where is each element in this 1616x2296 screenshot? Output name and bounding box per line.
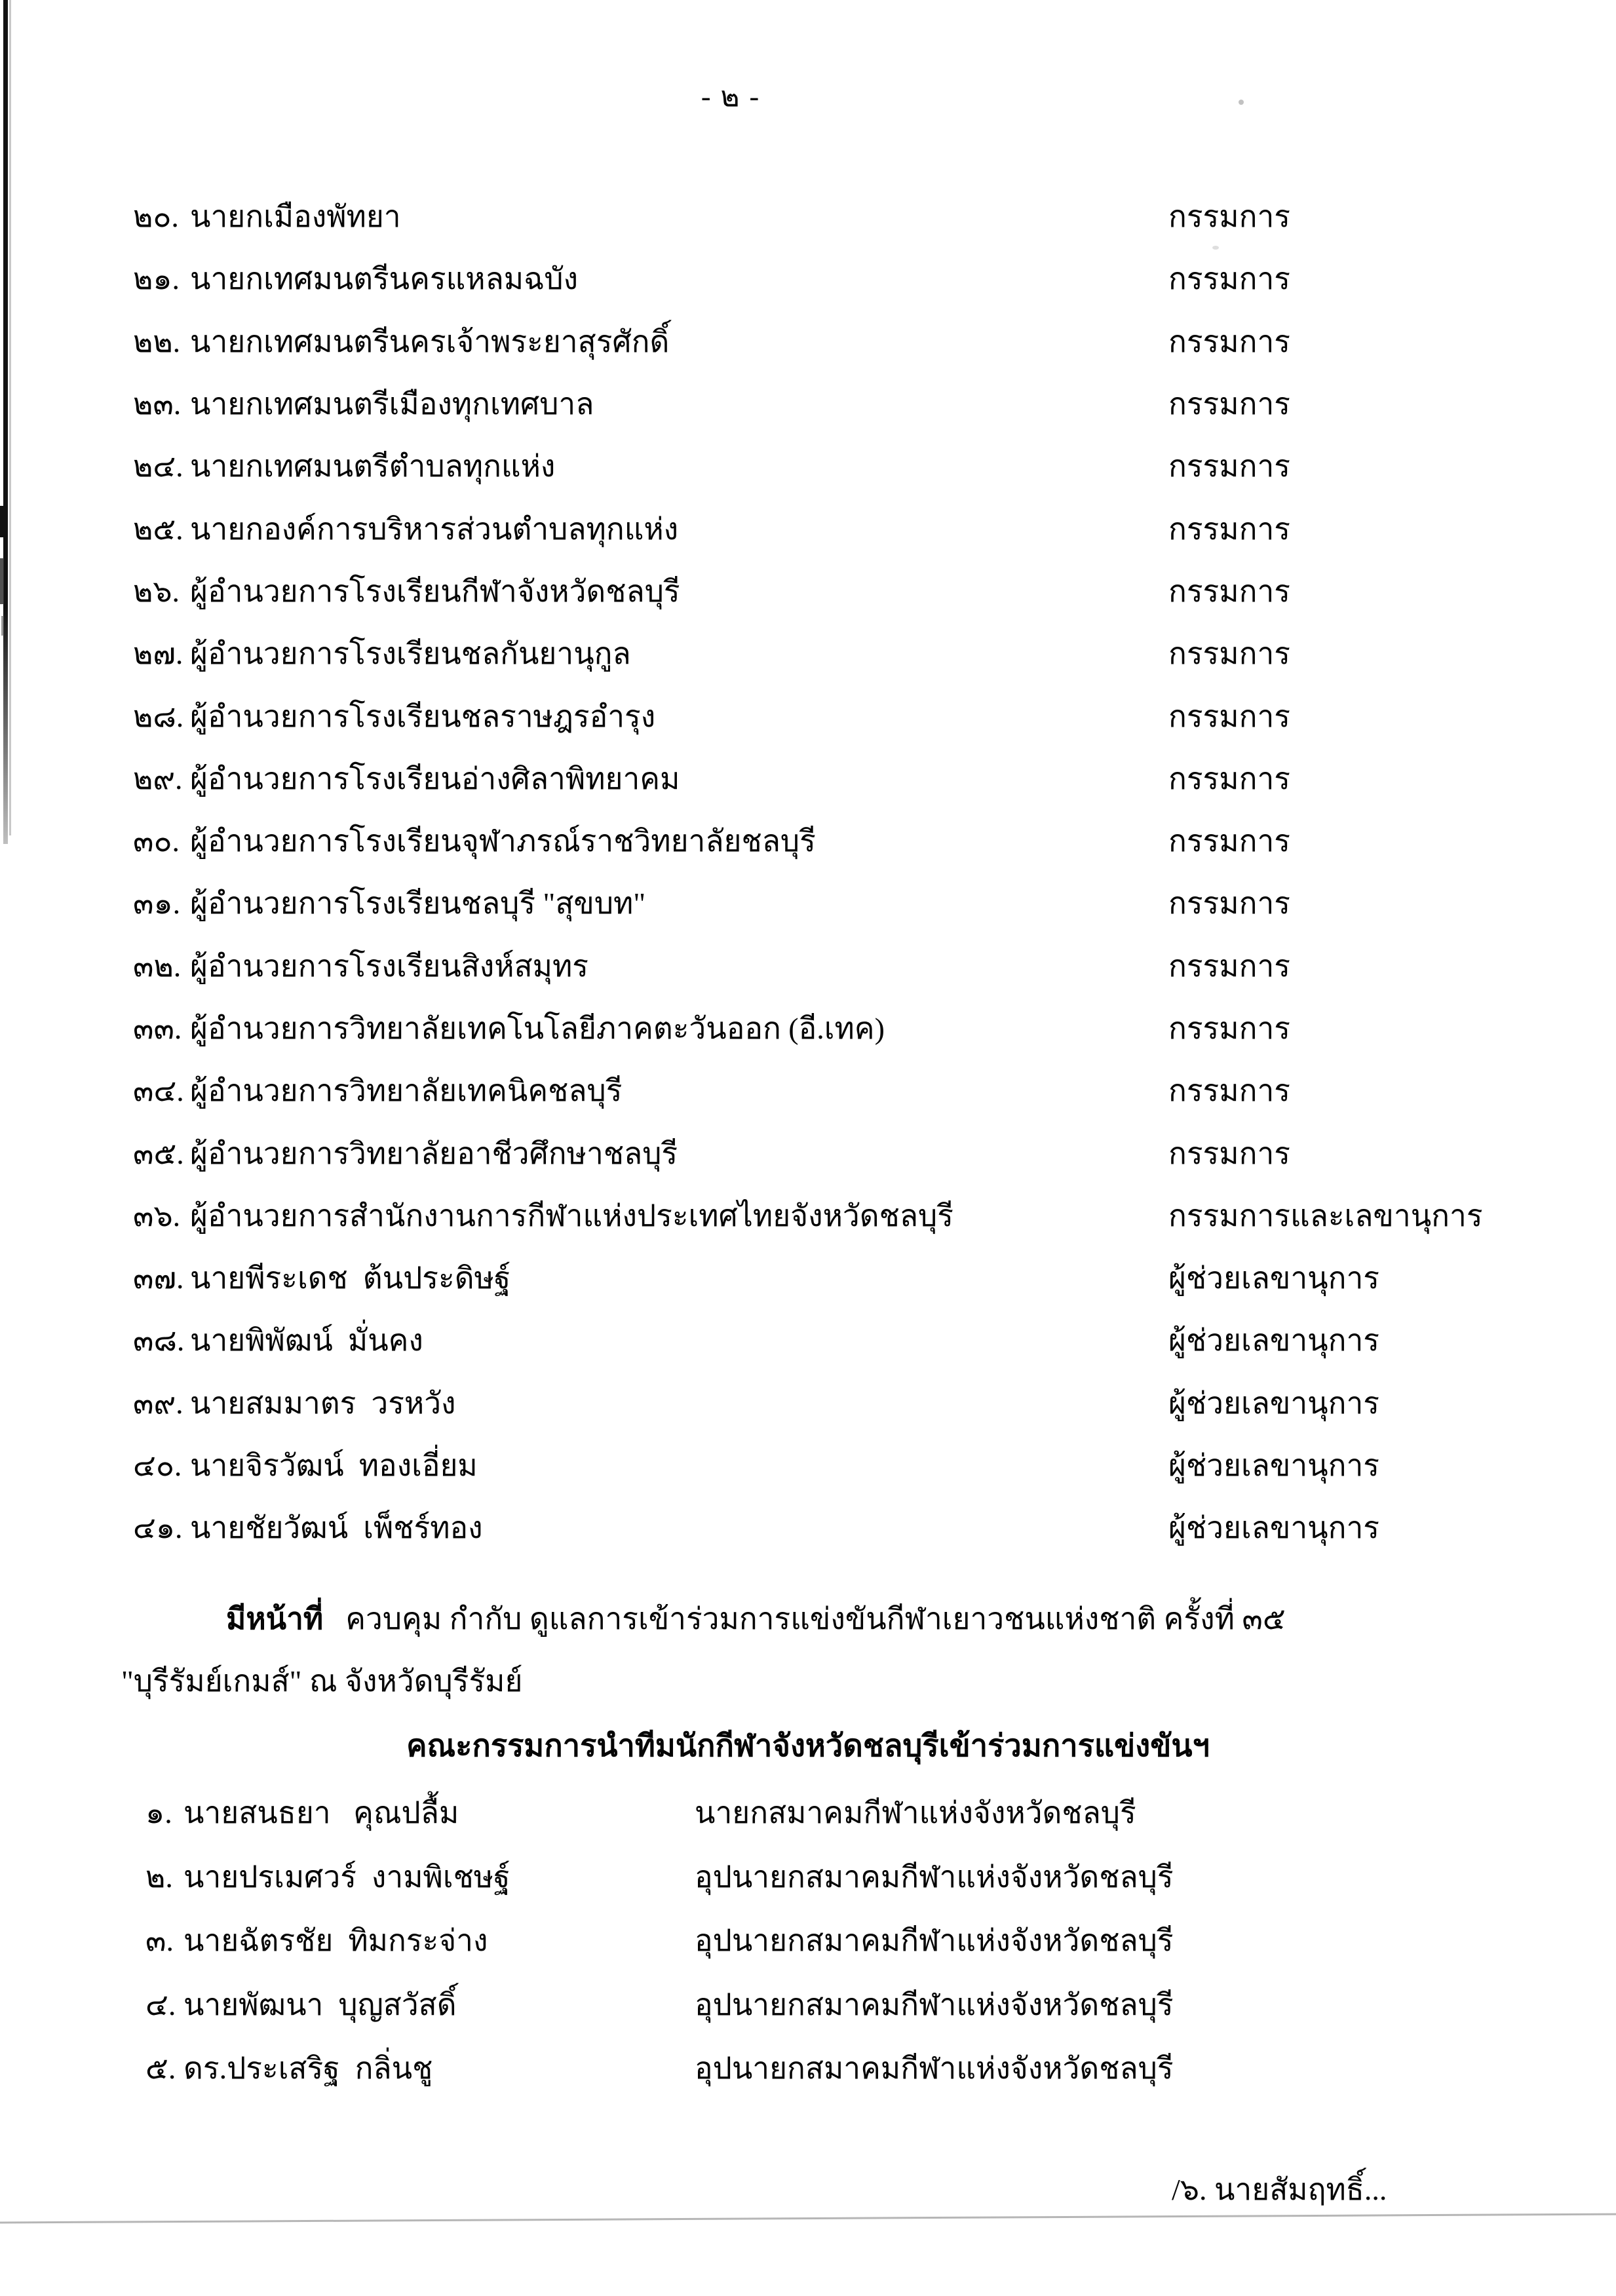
item-role: กรรมการ: [1168, 387, 1290, 421]
continuation-note: /๖. นายสัมฤทธิ์...: [1172, 2172, 1387, 2206]
item-name: ผู้อำนวยการโรงเรียนชลกันยานุกูล: [190, 637, 631, 671]
item-role: ผู้ช่วยเลขานุการ: [1168, 1386, 1379, 1420]
item-role: กรรมการและเลขานุการ: [1168, 1198, 1483, 1233]
item-number: ๒๘.: [133, 699, 184, 733]
item-name: ผู้อำนวยการโรงเรียนชลราษฎรอำรุง: [190, 699, 656, 733]
item-number: ๓๒.: [133, 949, 182, 983]
list-row: [0, 1497, 1616, 1559]
item-role: นายกสมาคมกีฬาแห่งจังหวัดชลบุรี: [695, 1796, 1136, 1830]
list-row: [0, 935, 1616, 997]
list-row: [0, 1372, 1616, 1434]
item-number: ๒๙.: [133, 761, 183, 795]
list-row: [0, 1309, 1616, 1371]
item-number: ๒๒.: [133, 324, 181, 358]
list-row: [0, 685, 1616, 747]
item-name: ดร.ประเสริฐ กลิ่นชู: [183, 2052, 433, 2086]
item-number: ๒๑.: [133, 262, 180, 296]
item-number: ๓๖.: [133, 1198, 181, 1233]
item-name: นายพัฒนา บุญสวัสดิ์: [183, 1987, 457, 2021]
list-row: [0, 1781, 1616, 1845]
item-number: ๒๐.: [133, 200, 179, 234]
item-role: ผู้ช่วยเลขานุการ: [1168, 1261, 1379, 1295]
item-number: ๓๘.: [133, 1324, 185, 1358]
item-role: กรรมการ: [1168, 200, 1290, 234]
list-row: [0, 1845, 1616, 1909]
item-number: ๓๗.: [133, 1261, 184, 1295]
item-name: นายกเทศมนตรีนครแหลมฉบัง: [190, 262, 579, 296]
item-number: ๔.: [145, 1987, 176, 2021]
item-name: นายปรเมศวร์ งามพิเชษฐ์: [183, 1860, 510, 1894]
item-role: อุปนายกสมาคมกีฬาแห่งจังหวัดชลบุรี: [695, 2052, 1174, 2086]
scan-speck: [1239, 100, 1244, 105]
item-role: กรรมการ: [1168, 262, 1290, 296]
item-name: ผู้อำนวยการโรงเรียนสิงห์สมุทร: [190, 949, 589, 983]
page-number: - ๒ -: [701, 81, 761, 113]
list-row: [0, 1185, 1616, 1247]
item-role: กรรมการ: [1168, 824, 1290, 858]
item-role: ผู้ช่วยเลขานุการ: [1168, 1511, 1379, 1545]
item-number: ๒๖.: [133, 574, 180, 608]
item-role: กรรมการ: [1168, 761, 1290, 795]
committee-member-list: [0, 185, 1616, 1559]
list-row: [0, 560, 1616, 622]
item-name: นายกเทศมนตรีตำบลทุกแห่ง: [190, 450, 556, 484]
item-name: นายฉัตรชัย ทิมกระจ่าง: [183, 1924, 488, 1958]
item-role: ผู้ช่วยเลขานุการ: [1168, 1324, 1379, 1358]
list-row: [0, 1247, 1616, 1309]
item-number: ๓๕.: [133, 1136, 184, 1170]
item-role: กรรมการ: [1168, 512, 1290, 546]
item-number: ๕.: [145, 2052, 176, 2086]
item-role: กรรมการ: [1168, 699, 1290, 733]
list-row: [0, 748, 1616, 810]
item-name: นายสนธยา คุณปลื้ม: [183, 1796, 459, 1830]
list-row: [0, 622, 1616, 685]
item-number: ๑.: [145, 1796, 172, 1830]
item-role: กรรมการ: [1168, 1136, 1290, 1170]
item-name: ผู้อำนวยการโรงเรียนอ่างศิลาพิทยาคม: [190, 761, 680, 795]
duty-text: ควบคุม กำกับ ดูแลการเข้าร่วมการแข่งขันกีฬาเยาวชนแห่งชาติ ครั้งที่ ๓๕: [345, 1602, 1286, 1636]
item-number: ๓.: [145, 1924, 174, 1958]
list-row: [0, 1973, 1616, 2037]
item-number: ๓๑.: [133, 887, 181, 921]
item-number: ๒๗.: [133, 637, 183, 671]
item-number: ๒๓.: [133, 387, 182, 421]
item-name: ผู้อำนวยการวิทยาลัยเทคโนโลยีภาคตะวันออก (อี.เทค): [190, 1012, 885, 1045]
list-row: [0, 1122, 1616, 1184]
duty-label: มีหน้าที่: [226, 1602, 324, 1636]
item-number: ๔๐.: [133, 1449, 182, 1483]
item-role: กรรมการ: [1168, 887, 1290, 921]
list-row: [0, 872, 1616, 934]
item-role: กรรมการ: [1168, 450, 1290, 484]
item-name: ผู้อำนวยการโรงเรียนกีฬาจังหวัดชลบุรี: [190, 574, 680, 608]
item-role: ผู้ช่วยเลขานุการ: [1168, 1449, 1379, 1483]
item-name: นายชัยวัฒน์ เพ็ชร์ทอง: [190, 1511, 483, 1545]
item-number: ๔๑.: [133, 1511, 183, 1545]
item-name: นายกเทศมนตรีนครเจ้าพระยาสุรศักดิ์: [190, 324, 670, 358]
item-name: ผู้อำนวยการโรงเรียนชลบุรี "สุขบท": [190, 887, 646, 921]
item-name: นายจิรวัฒน์ ทองเอี่ยม: [190, 1449, 478, 1483]
item-name: นายกเมืองพัทยา: [190, 200, 401, 234]
list-row: [0, 435, 1616, 497]
list-row: [0, 185, 1616, 248]
list-row: [0, 1909, 1616, 1973]
item-name: ผู้อำนวยการวิทยาลัยเทคนิคชลบุรี: [190, 1074, 623, 1108]
item-role: กรรมการ: [1168, 1012, 1290, 1045]
list-row: [0, 2037, 1616, 2101]
item-role: กรรมการ: [1168, 949, 1290, 983]
item-name: นายพิพัฒน์ มั่นคง: [190, 1324, 423, 1358]
item-number: ๓๓.: [133, 1012, 182, 1045]
duty-paragraph-line2: "บุรีรัมย์เกมส์" ณ จังหวัดบุรีรัมย์: [121, 1664, 523, 1698]
item-name: นายกเทศมนตรีเมืองทุกเทศบาล: [190, 387, 594, 421]
item-role: อุปนายกสมาคมกีฬาแห่งจังหวัดชลบุรี: [695, 1987, 1174, 2021]
item-name: ผู้อำนวยการสำนักงานการกีฬาแห่งประเทศไทยจังหวัดชลบุรี: [190, 1198, 953, 1233]
item-role: อุปนายกสมาคมกีฬาแห่งจังหวัดชลบุรี: [695, 1924, 1174, 1958]
item-number: ๓๔.: [133, 1074, 184, 1108]
duty-paragraph-line1: [226, 1588, 1286, 1650]
item-name: นายกองค์การบริหารส่วนตำบลทุกแห่ง: [190, 512, 679, 546]
item-name: นายพีระเดช ต้นประดิษฐ์: [190, 1261, 511, 1295]
item-role: กรรมการ: [1168, 574, 1290, 608]
item-name: ผู้อำนวยการวิทยาลัยอาชีวศึกษาชลบุรี: [190, 1136, 678, 1170]
item-role: กรรมการ: [1168, 637, 1290, 671]
delegation-member-list: [0, 1781, 1616, 2101]
item-number: ๓๐.: [133, 824, 180, 858]
item-role: อุปนายกสมาคมกีฬาแห่งจังหวัดชลบุรี: [695, 1860, 1174, 1894]
list-row: [0, 1060, 1616, 1122]
list-row: [0, 373, 1616, 435]
item-role: กรรมการ: [1168, 1074, 1290, 1108]
list-row: [0, 1434, 1616, 1497]
list-row: [0, 311, 1616, 373]
item-number: ๒๕.: [133, 512, 183, 546]
list-row: [0, 248, 1616, 310]
list-row: [0, 997, 1616, 1060]
item-role: กรรมการ: [1168, 324, 1290, 358]
item-number: ๓๙.: [133, 1386, 183, 1420]
item-number: ๒.: [145, 1860, 173, 1894]
item-name: ผู้อำนวยการโรงเรียนจุฬาภรณ์ราชวิทยาลัยชลบุรี: [190, 824, 816, 858]
list-row: [0, 810, 1616, 872]
item-name: นายสมมาตร วรหวัง: [190, 1386, 456, 1420]
item-number: ๒๔.: [133, 450, 183, 484]
list-row: [0, 497, 1616, 560]
delegation-section-heading: คณะกรรมการนำทีมนักกีฬาจังหวัดชลบุรีเข้าร่วมการแข่งขันฯ: [406, 1729, 1210, 1763]
